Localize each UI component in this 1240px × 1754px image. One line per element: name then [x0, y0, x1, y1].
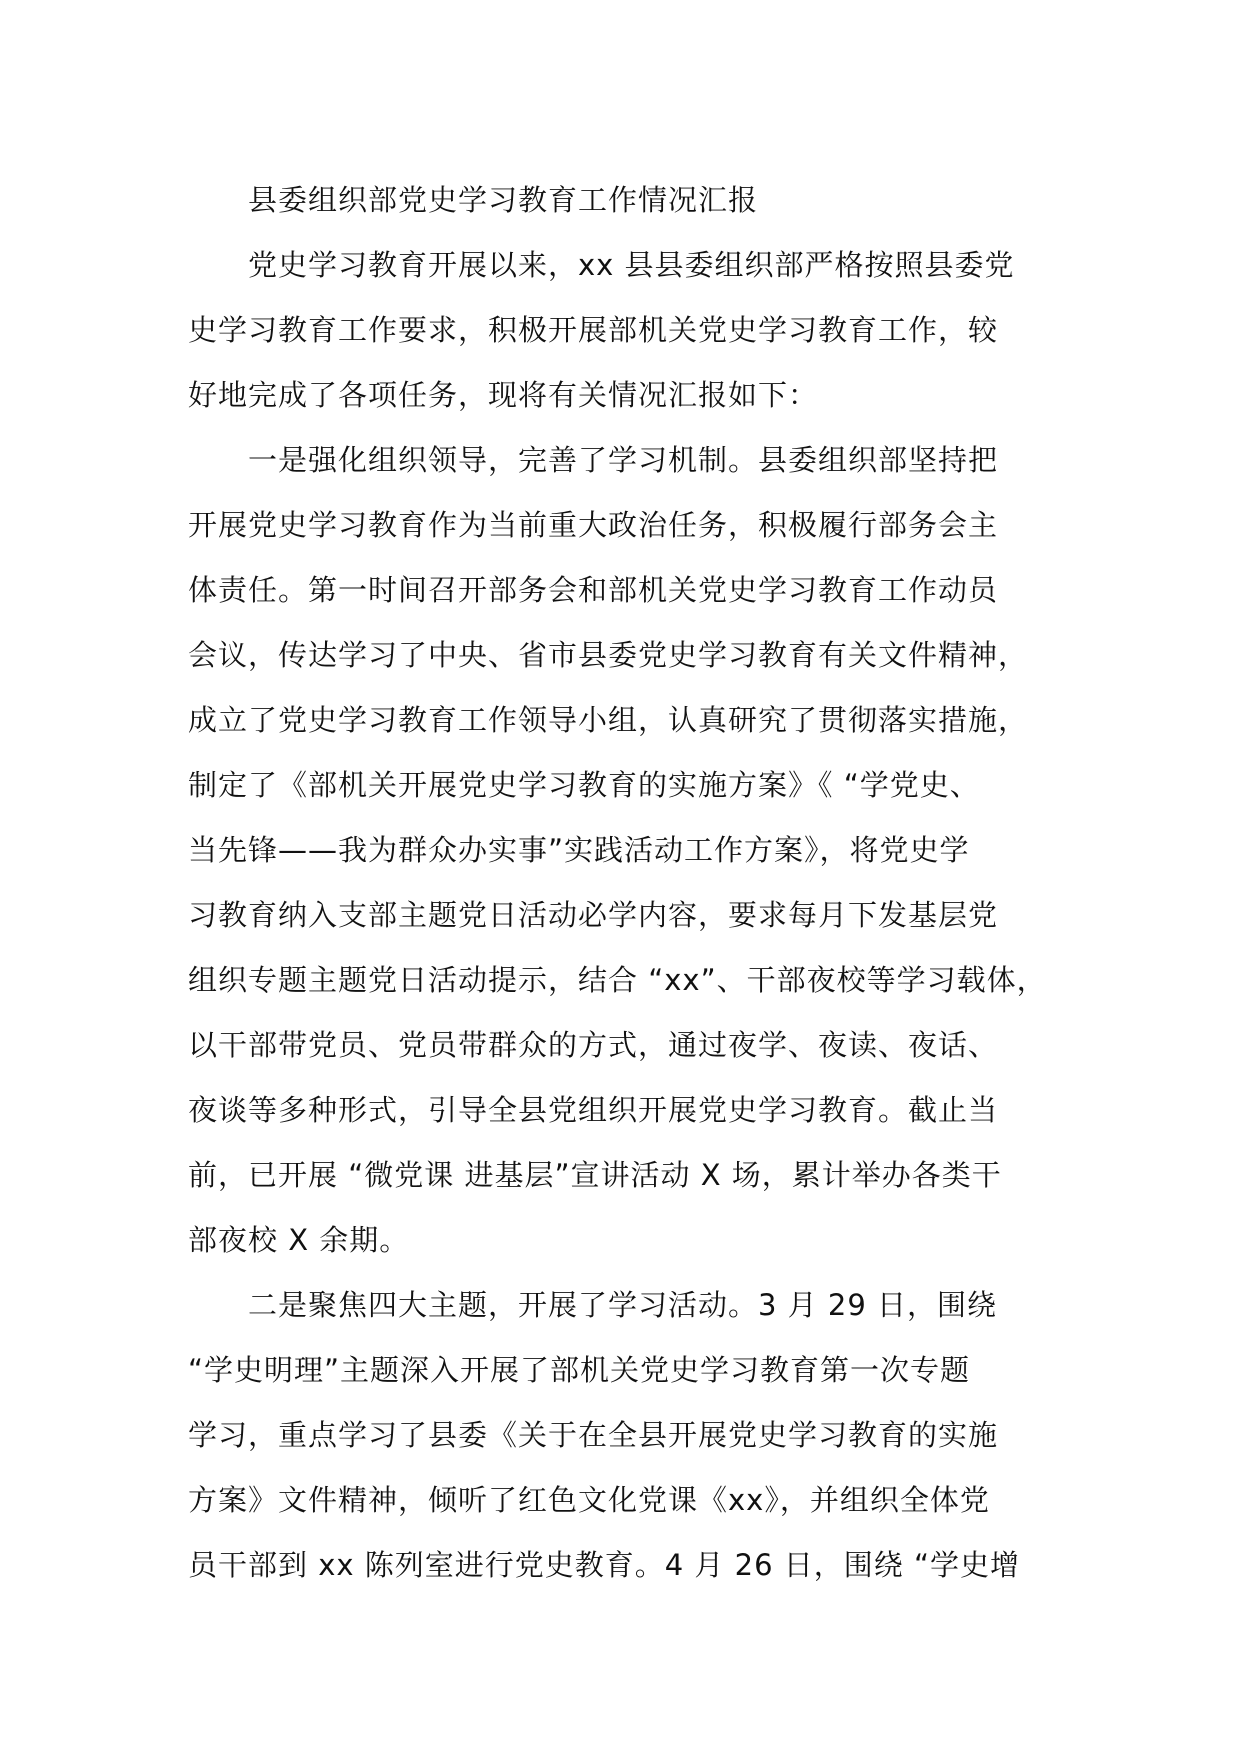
text-line: 制定了《部机关开展党史学习教育的实施方案》《 “学党史、: [188, 768, 980, 802]
text-line: 当先锋——我为群众办实事”实践活动工作方案》，将党史学: [188, 833, 970, 867]
paragraph-point-two: [188, 1273, 1083, 1598]
text-line: 方案》文件精神，倾听了红色文化党课《xx》，并组织全体党: [188, 1483, 990, 1517]
text-line: 开展党史学习教育作为当前重大政治任务，积极履行部务会主: [188, 508, 999, 542]
text-line: 成立了党史学习教育工作领导小组，认真研究了贯彻落实措施，: [188, 703, 1029, 737]
text-line: 史学习教育工作要求，积极开展部机关党史学习教育工作，较: [188, 313, 999, 347]
text-line: 习教育纳入支部主题党日活动必学内容，要求每月下发基层党: [188, 898, 999, 932]
text-line: 以干部带党员、党员带群众的方式，通过夜学、夜读、夜话、: [188, 1028, 999, 1062]
text-line: 组织专题主题党日活动提示，结合 “xx”、干部夜校等学习载体，: [188, 963, 1047, 997]
text-line: 员干部到 xx 陈列室进行党史教育。4 月 26 日，围绕 “学史增: [188, 1548, 1021, 1582]
text-line: “学史明理”主题深入开展了部机关党史学习教育第一次专题: [188, 1353, 971, 1387]
document-body: [188, 168, 1083, 1598]
paragraph-intro: [188, 233, 1083, 428]
text-line: 部夜校 X 余期。: [188, 1223, 410, 1257]
text-line: 好地完成了各项任务，现将有关情况汇报如下：: [188, 378, 819, 412]
text-line: 党史学习教育开展以来，xx 县县委组织部严格按照县委党: [248, 248, 1015, 282]
text-line: 前，已开展 “微党课 进基层”宣讲活动 X 场，累计举办各类干: [188, 1158, 1002, 1192]
text-line: 二是聚焦四大主题，开展了学习活动。3 月 29 日，围绕: [248, 1288, 998, 1322]
document-title: 县委组织部党史学习教育工作情况汇报: [248, 183, 759, 217]
text-line: 会议，传达学习了中央、省市县委党史学习教育有关文件精神，: [188, 638, 1029, 672]
text-line: 一是强化组织领导，完善了学习机制。县委组织部坚持把: [248, 443, 999, 477]
paragraph-point-one: [188, 428, 1083, 1273]
text-line: 学习，重点学习了县委《关于在全县开展党史学习教育的实施: [188, 1418, 999, 1452]
text-line: 体责任。第一时间召开部务会和部机关党史学习教育工作动员: [188, 573, 999, 607]
text-line: 夜谈等多种形式，引导全县党组织开展党史学习教育。截止当: [188, 1093, 999, 1127]
